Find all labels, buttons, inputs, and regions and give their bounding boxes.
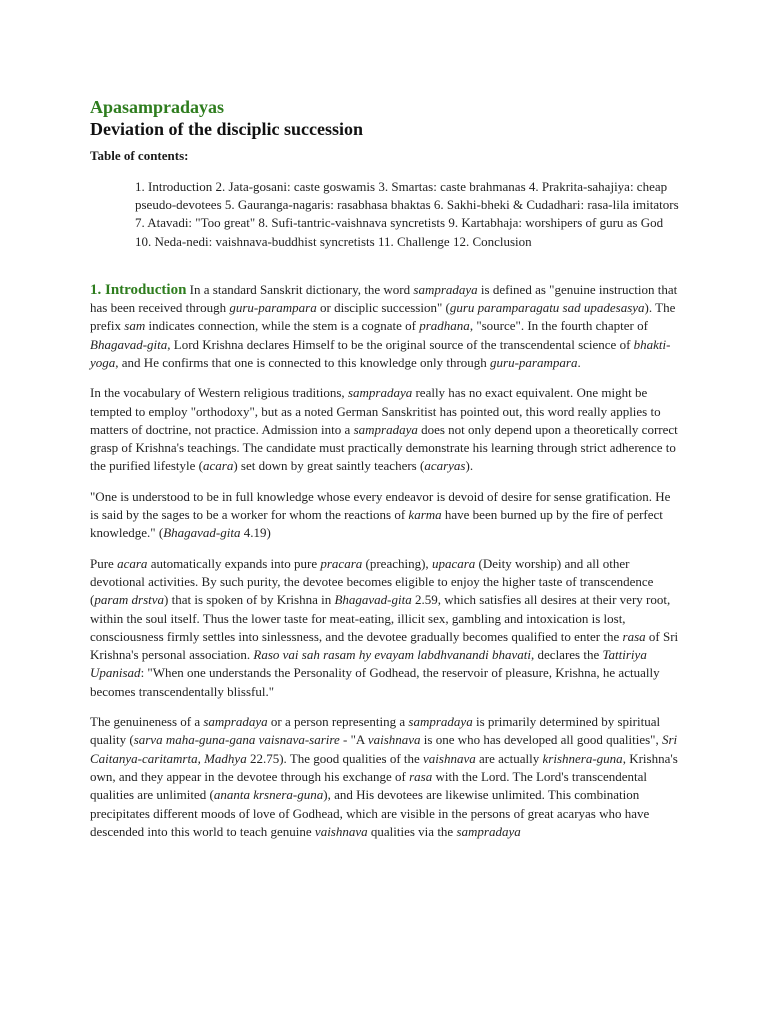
italic-term: Bhagavad-gita — [163, 525, 241, 541]
italic-term: sampradaya — [203, 714, 268, 730]
text: really has no exact equivalent. One might be tempted to employ "orthodoxy", but as a noted German Sanskritist has pointed out, this word really applies to matters of doctrine, not practice. Admission into a — [90, 385, 661, 437]
text: automatically expands into pure — [147, 555, 321, 571]
text: In the vocabulary of Western religious traditions, — [90, 385, 348, 401]
text: . — [577, 355, 581, 370]
text: ). — [465, 458, 474, 474]
text: "One is understood to be in full knowledge whose every endeavor is devoid of desire for sense gratification. He is said by the sages to be a worker for whom the reactions of — [90, 488, 671, 523]
italic-term: vaishnava — [367, 732, 421, 748]
italic-term: sampradaya — [456, 823, 521, 839]
text: indicates connection, while the stem is a cognate of — [145, 318, 420, 334]
italic-term: karma — [408, 507, 442, 523]
text: - "A — [339, 732, 368, 748]
italic-term: Sri Caitanya-caritamrta, Madhya — [90, 732, 678, 766]
italic-term: pradhana — [419, 318, 470, 334]
text: is defined as "genuine instruction that has been received through — [90, 281, 678, 316]
text: 2.59, which satisfies all desires at their very root, within the soul itself. Thus the lower taste for meat-eating, illicit sex, gambling and intoxication is lost, consciousness firmly settles into sinlessness, and the devotee gradually becomes qualified to enter the — [90, 592, 671, 644]
italic-term: ananta krsnera-guna — [213, 787, 324, 803]
paragraph-quote — [90, 488, 680, 543]
text: (Deity worship) and all other devotional activities. By such purity, the devotee becomes eligible to enjoy the higher taste of transcendence ( — [90, 555, 654, 608]
text: , and He confirms that one is connected to this knowledge only through — [115, 355, 491, 370]
italic-term: guru paramparagatu sad upadesasya — [449, 300, 645, 316]
italic-term: Bhagavad-gita — [90, 336, 168, 352]
text: (preaching), — [362, 555, 432, 571]
text: is one who has developed all good qualities", — [420, 732, 662, 748]
italic-term: Raso vai sah rasam hy evayam labdhvanandi bhavati — [253, 647, 532, 663]
text: with the Lord. The Lord's transcendental qualities are unlimited ( — [90, 768, 647, 803]
italic-term: sampradaya — [408, 714, 473, 730]
text: of Sri Krishna's personal association. — [90, 628, 679, 663]
text: or disciplic succession" ( — [316, 300, 450, 316]
text: are actually — [475, 750, 543, 766]
text: : "When one understands the Personality of Godhead, the reservoir of pleasure, Krishna, he actually becomes transcendentally blissful." — [90, 665, 660, 699]
italic-term: acara — [203, 458, 234, 474]
text: is primarily determined by spiritual quality ( — [90, 714, 661, 748]
italic-term: guru-parampara — [229, 300, 317, 316]
italic-term: bhakti-yoga — [90, 336, 671, 370]
text: ) that is spoken of by Krishna in — [164, 592, 335, 608]
toc-label: Table of contents: — [90, 148, 189, 163]
italic-term: sampradaya — [353, 421, 418, 437]
text: , Lord Krishna declares Himself to be the original source of the transcendental science of — [167, 336, 634, 352]
paragraph-introduction — [90, 281, 680, 372]
italic-term: rasa — [622, 628, 646, 644]
italic-term: vaishnava — [314, 823, 368, 839]
italic-term: sampradaya — [347, 385, 413, 401]
paragraph-genuineness — [90, 713, 680, 841]
text: The genuineness of a — [90, 714, 204, 730]
text: qualities via the — [367, 823, 457, 839]
document-content — [90, 96, 680, 853]
text: ). The prefix — [90, 300, 676, 334]
text: or a person representing a — [267, 714, 409, 730]
page-title: Apasampradayas — [90, 97, 225, 117]
italic-term: Tattiriya Upanisad — [90, 647, 647, 681]
page-subtitle: Deviation of the disciplic succession — [90, 119, 363, 139]
italic-term: sarva maha-guna-gana vaisnava-sarire — [133, 732, 340, 748]
italic-term: guru-parampara — [490, 355, 578, 370]
text: ) set down by great saintly teachers ( — [233, 458, 425, 474]
text: , Krishna's own, and they appear in the devotee through his exchange of — [90, 750, 678, 784]
text: , declares the — [531, 647, 603, 663]
italic-term: vaishnava — [423, 750, 476, 766]
text: have been burned up by the fire of perfect knowledge." ( — [90, 507, 663, 541]
italic-term: pracara — [320, 555, 363, 571]
italic-term: krishnera-guna — [542, 750, 623, 766]
text: ), and His devotees are likewise unlimited. This combination precipitates different moods of love of Godhead, which are visible in the persons of great acaryas who have descended into this world to teach genuine — [90, 787, 650, 839]
italic-term: acara — [117, 555, 148, 571]
paragraph-acara — [90, 555, 680, 701]
text: , "source". In the fourth chapter of — [469, 318, 648, 334]
table-of-contents: 1. Introduction 2. Jata-gosani: caste goswamis 3. Smartas: caste brahmanas 4. Prakrita-sahajiya: cheap pseudo-devotees 5. Gauranga-nagaris: rasabhasa bhaktas 6. Sakhi-bheki & Cudadhari: rasa-lila imitators 7. Atavadi: "Too great" 8. Sufi-tantric-vaishnava syncretists 9. Kartabhaja: worshipers of guru as God 10. Neda-nedi: vaishnava-buddhist syncretists 11. Challenge 12. Conclusion — [135, 179, 679, 249]
text: In a standard Sanskrit dictionary, the word — [186, 281, 414, 297]
section-heading-introduction: 1. Introduction — [90, 281, 187, 298]
text: 22.75). The good qualities of the — [246, 750, 424, 766]
text: Pure — [90, 555, 118, 571]
italic-term: sampradaya — [413, 281, 478, 297]
text: 4.19) — [240, 525, 271, 541]
paragraph-vocabulary — [90, 384, 680, 475]
italic-term: rasa — [409, 768, 433, 784]
italic-term: upacara — [431, 555, 476, 571]
italic-term: sam — [124, 318, 146, 334]
italic-term: acaryas — [424, 458, 466, 474]
italic-term: Bhagavad-gita — [334, 592, 412, 608]
italic-term: param drstva — [94, 592, 165, 608]
text: does not only depend upon a theoretically correct grasp of Krishna's teachings. The candidate must practically demonstrate his learning through strict adherence to the purified lifestyle ( — [90, 421, 678, 474]
